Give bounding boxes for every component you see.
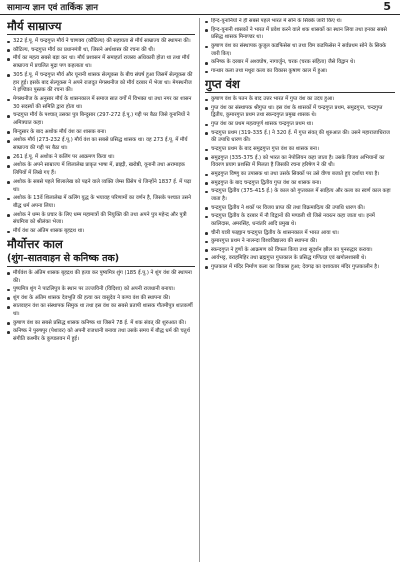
list-item: हिन्द-यूनानियों ने ही सबसे पहले भारत में सोने के सिक्के जारी किए थे। — [205, 18, 395, 26]
bullet-icon — [7, 165, 10, 168]
bullet-icon — [205, 62, 208, 65]
bullet-icon — [205, 258, 208, 261]
list-item: हिन्द-यूनानी शासकों ने भारत में प्रवेश करने वाले शक शासकों का स्थान लिया तथा इनका सबसे प्रसिद्ध शासक मिनाण्डर था। — [205, 27, 395, 43]
bullet-icon — [7, 140, 10, 143]
list-item: कनिष्क ने पुरुषपुर (पेशावर) को अपनी राजधानी बनाया तथा उसके समय में बौद्ध धर्म की चतुर्थ संगीति कश्मीर के कुण्डलवन में हुई। — [7, 328, 195, 344]
list-item: अशोक के अपने साम्राज्य में शिलालेख प्राकृत भाषा में, ब्राह्मी, खरोष्ठी, यूनानी तथा अरामाइक लिपियों में लिखे गए हैं। — [7, 162, 195, 178]
list-item: गुप्त वंश का संस्थापक श्रीगुप्त था। इस वंश के शासकों में चन्द्रगुप्त प्रथम, समुद्रगुप्त, चन्द्रगुप्त द्वितीय, कुमारगुप्त प्रथम तथा स्कन्दगुप्त प्रमुख शासक थे। — [205, 105, 395, 121]
bullet-icon — [205, 174, 208, 177]
list-item: गुप्तकाल में मंदिर निर्माण कला का विकास हुआ; देवगढ़ का दशावतार मंदिर गुप्तकालीन है। — [205, 264, 395, 272]
list-item: कुषाण वंश का संस्थापक कुजुल कडफिसेस था तथा विम कडफिसेस ने सर्वप्रथम सोने के सिक्के जारी किए। — [205, 43, 395, 59]
list-item: मौर्यवंश के अंतिम शासक बृहद्रथ की हत्या कर पुष्यमित्र शुंग (185 ई.पू.) ने शुंग वंश की स्थापना की। — [7, 270, 195, 286]
list-item: चन्द्रगुप्त प्रथम (319-335 ई.) ने 320 ई. में गुप्त संवत् की शुरुआत की। उसने महाराजाधिराज की उपाधि धारण की। — [205, 130, 395, 146]
bullet-icon — [205, 46, 208, 49]
list-item: चन्द्रगुप्त द्वितीय के दरबार में नौ विद्वानों की मण्डली थी जिसे नवरत्न कहा जाता था। इनमें कालिदास, अमरसिंह, धन्वंतरि आदि प्रमुख थे। — [205, 213, 395, 229]
bullet-icon — [205, 99, 208, 102]
list-item: चीनी यात्री फाह्यान चन्द्रगुप्त द्वितीय के शासनकाल में भारत आया था। — [205, 230, 395, 238]
list-item: चन्द्रगुप्त प्रथम के बाद समुद्रगुप्त गुप्त वंश का शासक बना। — [205, 146, 395, 154]
bullet-icon — [205, 124, 208, 127]
list-item: समुद्रगुप्त विष्णु का उपासक था तथा उसके सिक्कों पर उसे वीणा बजाते हुए दर्शाया गया है। — [205, 171, 395, 179]
bullet-icon — [205, 71, 208, 74]
bullet-icon — [7, 115, 10, 118]
bullet-icon — [7, 231, 10, 234]
list-item: सातवाहन वंश का संस्थापक सिमुक था तथा इस वंश का सबसे प्रतापी शासक गौतमीपुत्र शातकर्णी था। — [7, 303, 195, 319]
bullet-icon — [205, 249, 208, 252]
list-item: गान्धार कला तथा मथुरा कला का विकास कुषाण काल में हुआ। — [205, 68, 395, 76]
bullet-icon — [7, 181, 10, 184]
section-heading-maurya: मौर्य साम्राज्य — [7, 20, 195, 35]
list-item: कौटिल्य, चन्द्रगुप्त मौर्य का प्रधानमंत्री था, जिसने अर्थशास्त्र की रचना की थी। — [7, 47, 195, 55]
bullet-icon — [7, 289, 10, 292]
column-divider — [199, 18, 200, 562]
bullet-icon — [205, 182, 208, 185]
post-maurya-list — [7, 270, 195, 344]
list-item: कुषाण वंश का सबसे प्रसिद्ध शासक कनिष्क था जिसने 78 ई. में शक संवत् की शुरुआत की। — [7, 320, 195, 328]
list-item: आर्यभट्ट, वराहमिहिर तथा ब्रह्मगुप्त गुप्तकाल के प्रसिद्ध गणितज्ञ एवं खगोलशास्त्री थे। — [205, 255, 395, 263]
list-item: चन्द्रगुप्त द्वितीय ने शकों पर विजय प्राप्त की तथा विक्रमादित्य की उपाधि धारण की। — [205, 205, 395, 213]
list-item: चन्द्रगुप्त मौर्य के पश्चात् उसका पुत्र बिन्दुसार (297-272 ई.पू.) गद्दी पर बैठा जिसे यूनानियों ने अमित्रघात कहा। — [7, 112, 195, 128]
list-item: स्कन्दगुप्त ने हूणों के आक्रमण को विफल किया तथा सुदर्शन झील का पुनरुद्धार कराया। — [205, 247, 395, 255]
section-subtitle: (शुंग–सातवाहन से कनिष्क तक) — [7, 252, 120, 264]
list-item: अशोक के 13वें शिलालेख में कलिंग युद्ध के भयावह परिणामों का वर्णन है, जिसके पश्चात उसने बौद्ध धर्म अपना लिया। — [7, 195, 195, 211]
list-item: कुषाण वंश के पतन के बाद उत्तर भारत में गुप्त वंश का उदय हुआ। — [205, 96, 395, 104]
bullet-icon — [7, 297, 10, 300]
maurya-list — [7, 38, 195, 235]
bullet-icon — [7, 131, 10, 134]
list-item: 322 ई.पू. में चन्द्रगुप्त मौर्य ने चाणक्य (कौटिल्य) की सहायता से मौर्य साम्राज्य की स्थापना की। — [7, 38, 195, 46]
list-item: अशोक ने धम्म के प्रचार के लिए धम्म महामात्रों की नियुक्ति की तथा अपने पुत्र महेन्द्र और पुत्री संघमित्रा को श्रीलंका भेजा। — [7, 212, 195, 228]
section-heading-post-maurya: मौर्योत्तर काल (शुंग–सातवाहन से कनिष्क तक) — [7, 238, 195, 267]
gupta-list — [205, 96, 395, 272]
list-item: बिन्दुसार के बाद अशोक मौर्य वंश का शासक बना। — [7, 129, 195, 137]
bullet-icon — [205, 191, 208, 194]
list-item: मेगस्थनीज के अनुसार मौर्य के शासनकाल में समाज सात वर्गों में विभक्त था तथा नगर का शासन 30 सदस्यों की समिति द्वारा होता था। — [7, 96, 195, 112]
bullet-icon — [7, 331, 10, 334]
bullet-icon — [7, 41, 10, 44]
bullet-icon — [205, 266, 208, 269]
list-item: समुद्रगुप्त (335-375 ई.) को भारत का नेपोलियन कहा जाता है। उसके विजय अभियानों का विवरण प्रयाग प्रशस्ति में मिलता है जिसकी रचना हरिषेण ने की थी। — [205, 155, 395, 171]
bullet-icon — [7, 99, 10, 102]
bullet-icon — [7, 198, 10, 201]
bullet-icon — [205, 207, 208, 210]
bullet-icon — [7, 322, 10, 325]
list-item: समुद्रगुप्त के बाद चन्द्रगुप्त द्वितीय गुप्त वंश का शासक बना। — [205, 180, 395, 188]
bullet-icon — [7, 156, 10, 159]
page-number: 5 — [383, 0, 391, 13]
list-item: कुमारगुप्त प्रथम ने नालन्दा विश्वविद्यालय की स्थापना की। — [205, 238, 395, 246]
bullet-icon — [205, 241, 208, 244]
list-item: शुंग वंश के अंतिम शासक देवभूति की हत्या कर वासुदेव ने कण्व वंश की स्थापना की। — [7, 295, 195, 303]
bullet-icon — [205, 29, 208, 32]
bullet-icon — [7, 214, 10, 217]
list-item: 305 ई.पू. में चन्द्रगुप्त मौर्य और यूनानी शासक सेल्यूकस के बीच संघर्ष हुआ जिसमें सेल्यूकस की हार हुई। इसके बाद सेल्यूकस ने अपने राजदूत मेगस्थनीज को मौर्य दरबार में भेजा था। मेगस्थनीज ने इण्डिका पुस्तक की रचना की। — [7, 72, 195, 95]
left-column — [7, 18, 195, 564]
section-heading-gupta: गुप्त वंश — [205, 78, 395, 93]
list-item: कनिष्क के दरबार में अश्वघोष, नागार्जुन, चरक (चरक संहिता) जैसे विद्वान थे। — [205, 59, 395, 67]
bullet-icon — [205, 107, 208, 110]
list-item: अशोक मौर्य (273-232 ई.पू.) मौर्य वंश का सबसे प्रसिद्ध शासक था। वह 273 ई.पू. में मौर्य साम्राज्य की गद्दी पर बैठा था। — [7, 137, 195, 153]
bullet-icon — [7, 74, 10, 77]
bullet-icon — [205, 132, 208, 135]
running-header — [0, 0, 400, 15]
bullet-icon — [205, 149, 208, 152]
bullet-icon — [205, 21, 208, 24]
bullet-icon — [205, 232, 208, 235]
list-item: अशोक के सबसे पहले शिलालेख को पढ़ने वाले व्यक्ति जेम्स प्रिंसेप थे जिन्होंने 1837 ई. में पढ़ा था। — [7, 179, 195, 195]
continued-list — [205, 18, 395, 76]
bullet-icon — [205, 157, 208, 160]
list-item: गुप्त वंश का प्रथम महत्वपूर्ण शासक चन्द्रगुप्त प्रथम था। — [205, 121, 395, 129]
bullet-icon — [205, 216, 208, 219]
list-item: 261 ई.पू. में अशोक ने कलिंग पर आक्रमण किया था। — [7, 154, 195, 162]
bullet-icon — [7, 58, 10, 61]
list-item: पुष्यमित्र शुंग ने पाटलिपुत्र के स्थान पर उज्जयिनी (विदिशा) को अपनी राजधानी बनाया। — [7, 286, 195, 294]
right-column — [205, 18, 395, 564]
bullet-icon — [7, 306, 10, 309]
bullet-icon — [7, 49, 10, 52]
bullet-icon — [7, 272, 10, 275]
list-item: मौर्य वंश का अंतिम शासक बृहद्रथ था। — [7, 228, 195, 236]
list-item: चन्द्रगुप्त द्वितीय (375-415 ई.) के काल को गुप्तकाल में साहित्य और कला का स्वर्ण काल कहा जाता है। — [205, 188, 395, 204]
list-item: मौर्य का महत्व सबसे बड़ा कर था। मौर्य प्रशासन में समाहर्ता राजस्व अधिकारी होता था तथा मौर्य साम्राज्य में प्रचलित मुद्रा पण कहलाता था। — [7, 55, 195, 71]
running-head-title: सामान्य ज्ञान एवं तार्किक ज्ञान — [7, 3, 98, 13]
